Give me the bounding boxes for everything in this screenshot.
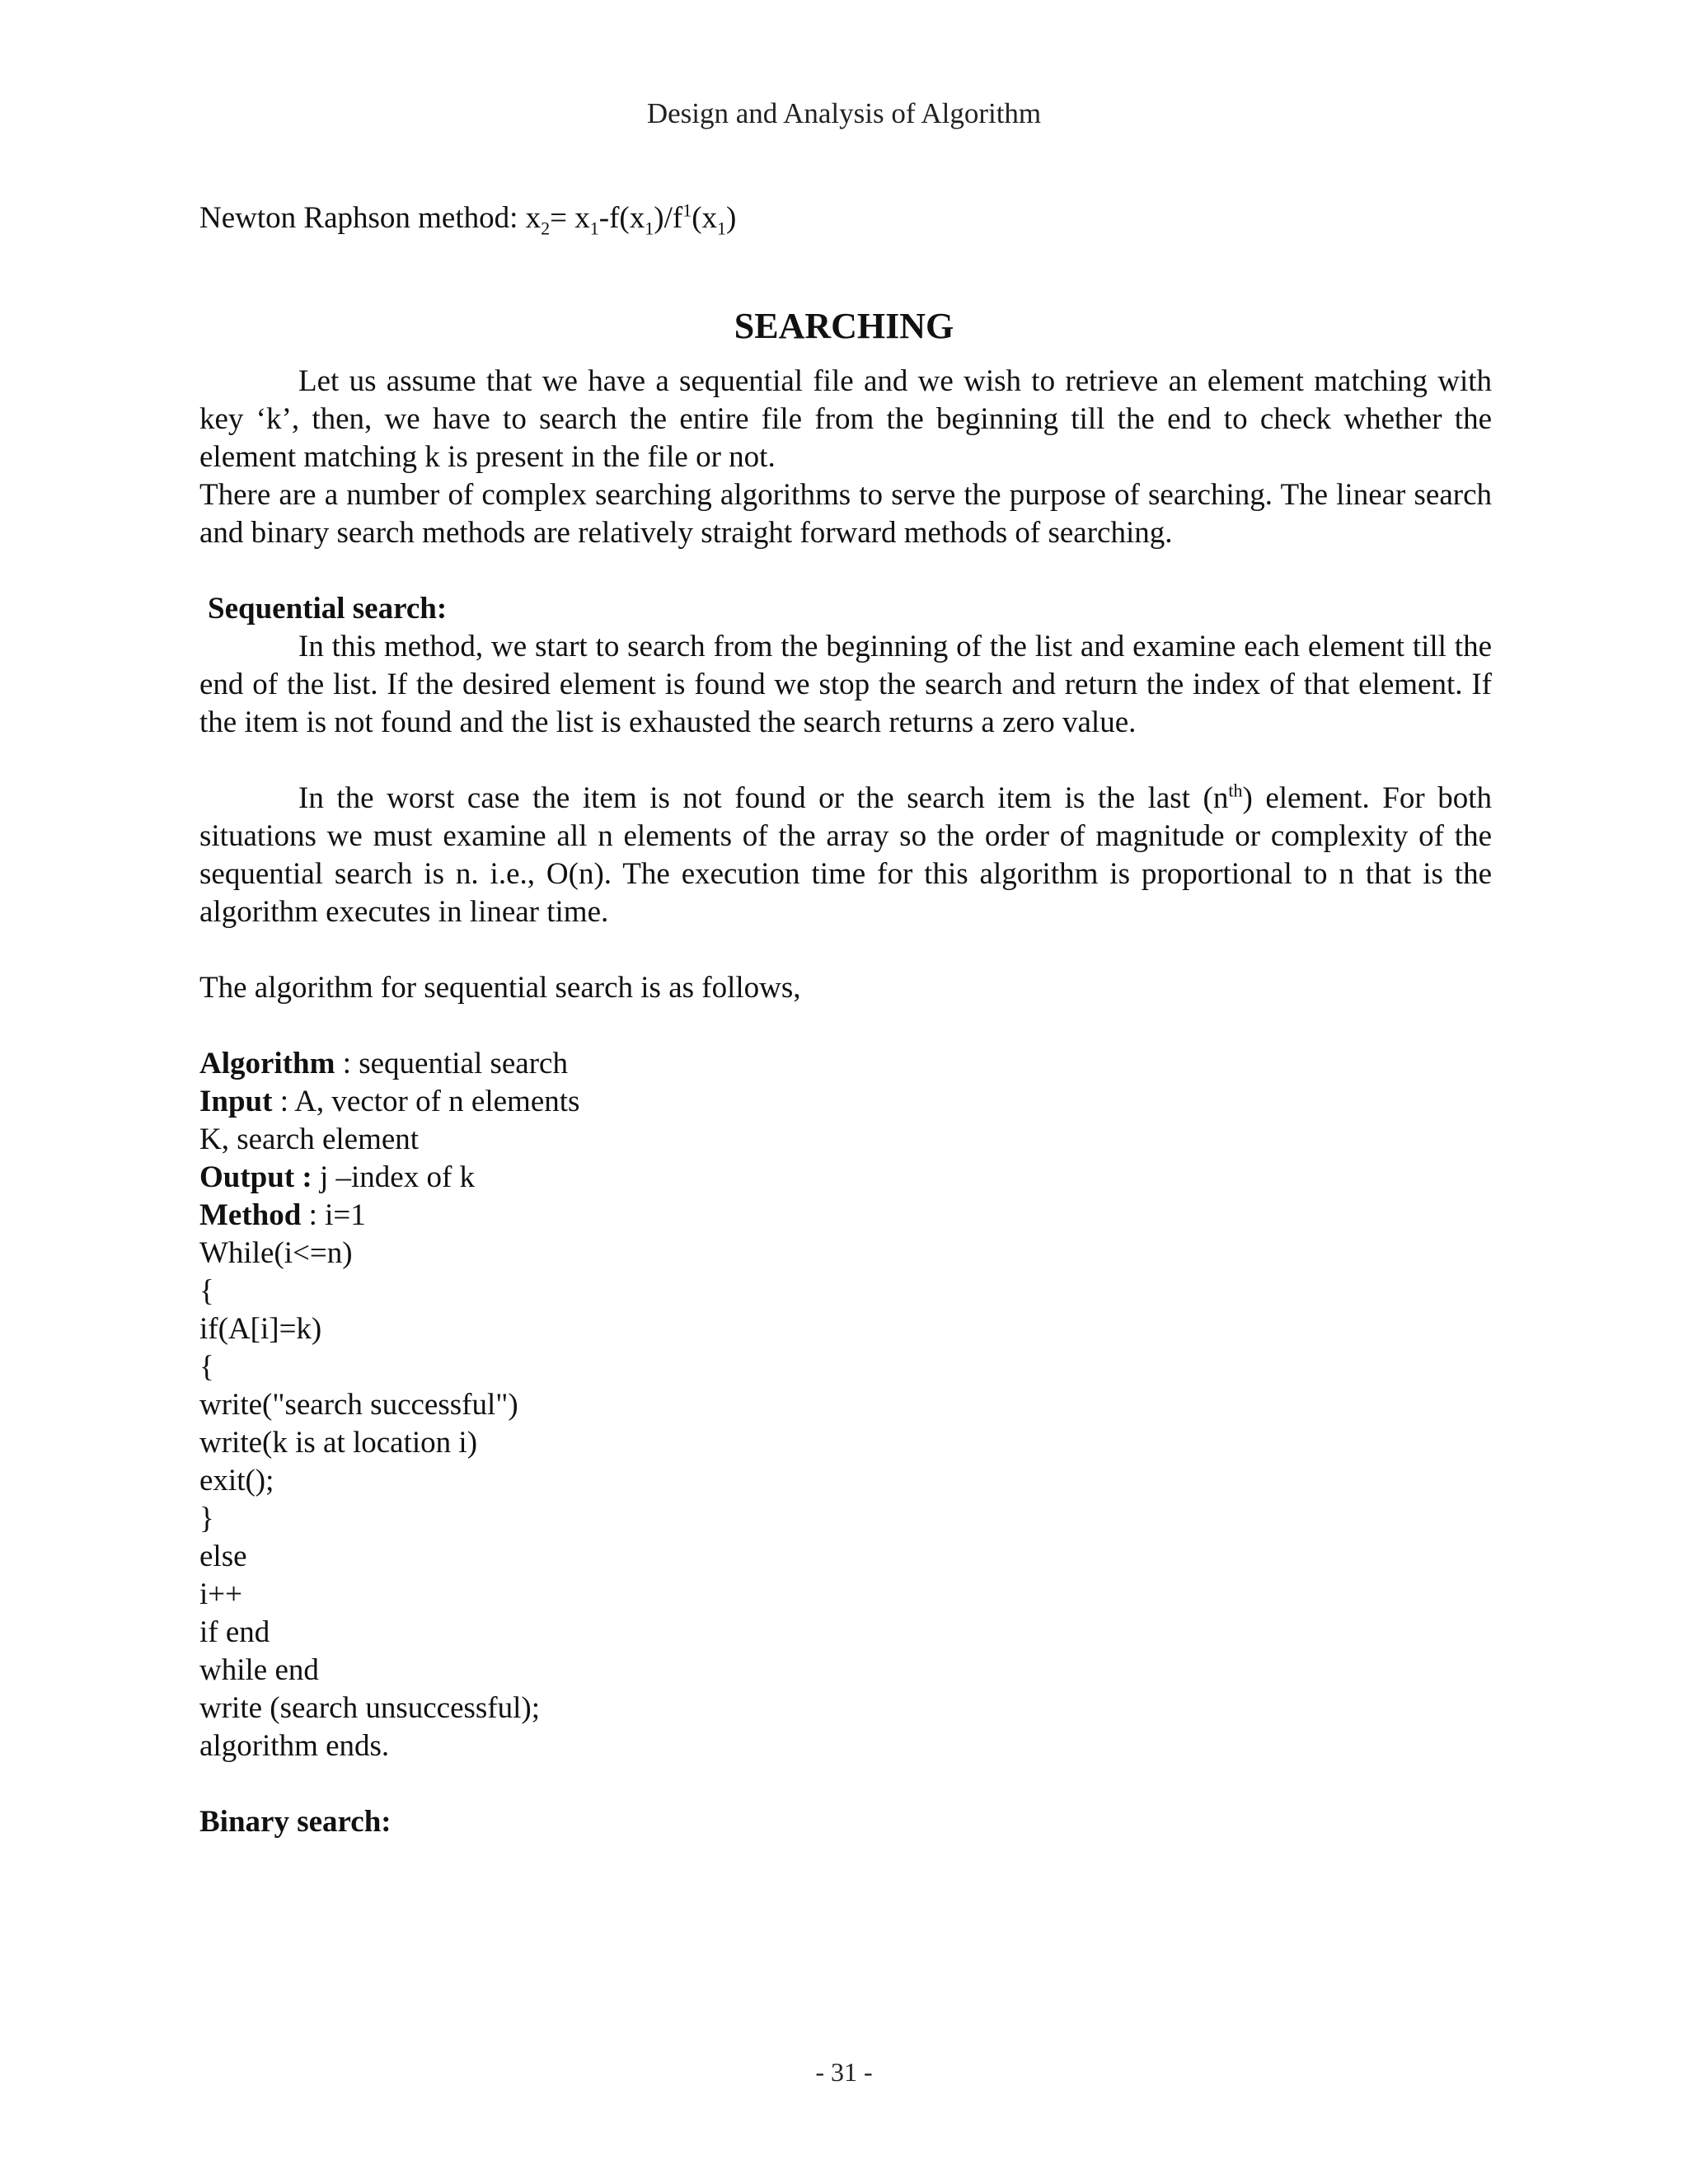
algorithm-code-line: else bbox=[199, 1540, 247, 1573]
algorithm-code-line: while end bbox=[199, 1653, 319, 1687]
algorithm-code-line: exit(); bbox=[199, 1464, 274, 1497]
running-header: Design and Analysis of Algorithm bbox=[646, 97, 1042, 129]
section-title: SEARCHING bbox=[734, 306, 954, 346]
algorithm-code-line: algorithm ends. bbox=[199, 1729, 390, 1763]
algorithm-input-line: Input : A, vector of n elements bbox=[199, 1085, 580, 1118]
algorithm-code-line: While(i<=n) bbox=[199, 1236, 353, 1270]
algorithm-method-line: Method : i=1 bbox=[199, 1198, 366, 1232]
algorithm-code-line: if(A[i]=k) bbox=[199, 1312, 322, 1346]
algorithm-code-line: i++ bbox=[199, 1577, 243, 1611]
body-text bbox=[199, 363, 1492, 1841]
newton-raphson-formula: Newton Raphson method: $x_2= x_1-f(x_1)/f^1(x_1)$ bbox=[199, 199, 737, 239]
algorithm-code-line: write("search successful") bbox=[199, 1388, 518, 1422]
algorithm-code-line: write (search unsuccessful); bbox=[199, 1691, 540, 1725]
intro-paragraph-2: There are a number of complex searching algorithms to serve the purpose of searching. The linear search and binary search methods are relatively straight forward methods of searching. bbox=[199, 478, 1492, 550]
sequential-paragraph-1: In this method, we start to search from the beginning of the list and examine each element till the end of the list. If the desired element is found we stop the search and return the index of that element. If the item is not found and the list is exhausted the search returns a zero value. bbox=[199, 630, 1492, 739]
sequential-search-heading: Sequential search: bbox=[208, 592, 448, 626]
algorithm-name-line: Algorithm : sequential search bbox=[199, 1047, 568, 1080]
algorithm-code-line: { bbox=[199, 1274, 214, 1308]
algorithm-code-line: { bbox=[199, 1350, 214, 1384]
algorithm-code-line: write(k is at location i) bbox=[199, 1426, 478, 1460]
sequential-paragraph-2: In the worst case the item is not found or the search item is the last $(n^{th})$ element. For both situations we must examine all n elements of the array so the order of magnitude or complexity of the sequential search is n. i.e., O(n). The execution time for this algorithm is proportional to n that is the algorithm executes in linear time. bbox=[199, 780, 1492, 929]
page-number: - 31 - bbox=[815, 2057, 873, 2087]
algorithm-code-line: } bbox=[199, 1502, 214, 1535]
algorithm-output-line: Output : j –index of k bbox=[199, 1160, 476, 1194]
algorithm-code-line: if end bbox=[199, 1615, 270, 1649]
sequential-paragraph-3: The algorithm for sequential search is as follows, bbox=[199, 971, 801, 1005]
algorithm-input-line-2: K, search element bbox=[199, 1122, 420, 1156]
formula-label: Newton Raphson method: bbox=[199, 201, 526, 235]
intro-paragraph-1: Let us assume that we have a sequential file and we wish to retrieve an element matching with key ‘k’, then, we have to search the entire file from the beginning till the end to check whether the element matching k is present in the file or not. bbox=[199, 364, 1492, 474]
algorithm-block bbox=[199, 1045, 1492, 1765]
binary-search-heading: Binary search: bbox=[199, 1805, 392, 1839]
